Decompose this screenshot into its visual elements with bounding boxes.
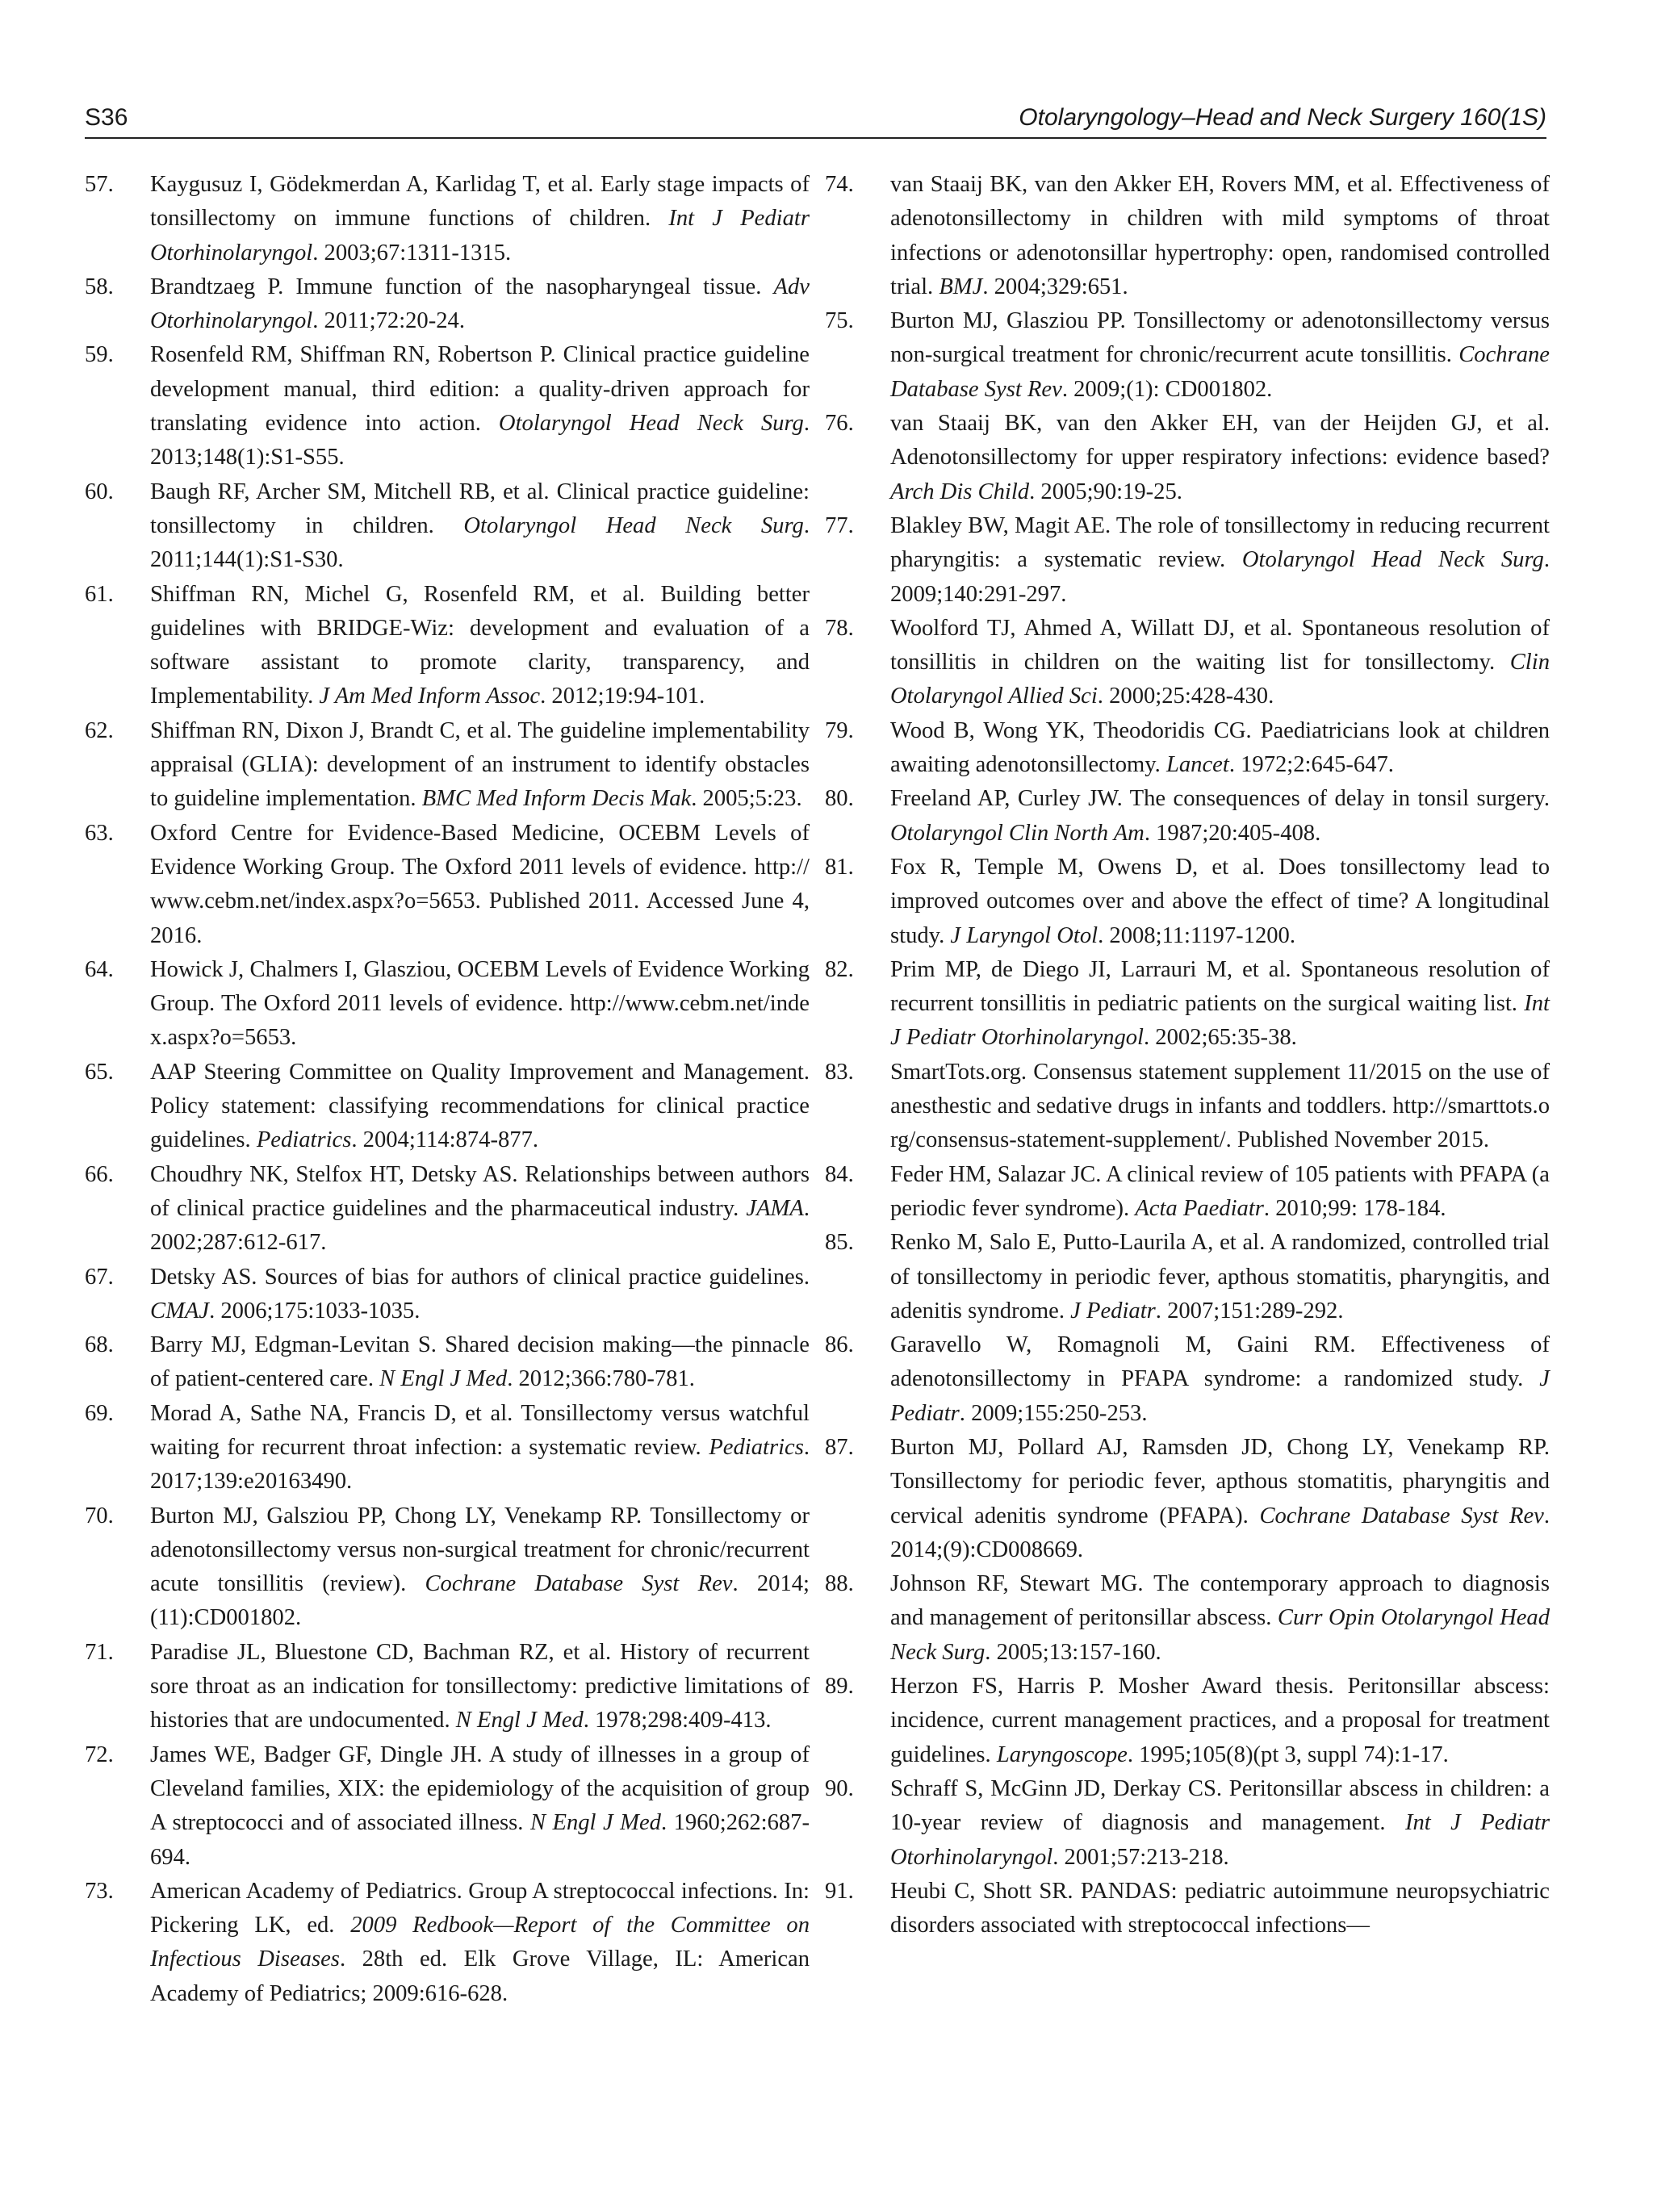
journal-name: Pediatrics — [256, 1127, 352, 1153]
reference-text: Woolford TJ, Ahmed A, Willatt DJ, et al. Spontaneous resolution of tonsillitis in children on the waiting list for tonsillectomy. — [890, 615, 1550, 675]
journal-name: Int J Pediatr Otorhinolaryngol — [150, 206, 810, 266]
reference-text: . Published November 2015. — [1225, 1127, 1490, 1153]
reference-item — [825, 1772, 1550, 1875]
reference-text: . 2002;287:612-617. — [150, 1195, 810, 1256]
reference-url[interactable]: http://www.cebm.net/index.aspx?o=5653 — [150, 991, 810, 1051]
reference-number: 85. — [825, 1230, 854, 1256]
reference-text: . 2017;139:e20163490. — [150, 1434, 810, 1495]
journal-name: 2009 Redbook—Report of the Committee on Infectious Diseases — [150, 1913, 810, 1972]
journal-title: Otolaryngology–Head and Neck Surgery 160(1S) — [1019, 104, 1546, 131]
reference-item — [85, 475, 810, 578]
reference-text: Morad A, Sathe NA, Francis D, et al. Tonsillectomy versus watchful waiting for recurrent throat infection: a systematic review. — [150, 1400, 810, 1460]
reference-text: . 28th ed. Elk Grove Village, IL: American Academy of Pediatrics; 2009:616-628. — [150, 1946, 810, 2006]
reference-item — [85, 1328, 810, 1397]
reference-text: Choudhry NK, Stelfox HT, Detsky AS. Relationships between authors of clinical practice guidelines and the pharmaceutical industry. — [150, 1161, 810, 1221]
reference-item — [825, 782, 1550, 851]
reference-number: 73. — [85, 1878, 114, 1904]
reference-text: . 2004;329:651. — [982, 274, 1128, 299]
reference-text: Barry MJ, Edgman-Levitan S. Shared decision making—the pinnacle of patient-centered care. — [150, 1332, 810, 1392]
journal-name: Int J Pediatr Otorhinolaryngol — [890, 991, 1550, 1051]
reference-text: . 2011;72:20-24. — [312, 308, 465, 334]
reference-text: . 2009;140:291-297. — [890, 547, 1550, 607]
reference-item — [825, 509, 1550, 612]
reference-text: . 2007;151:289-292. — [1155, 1298, 1344, 1323]
reference-item — [85, 270, 810, 339]
reference-text: American Academy of Pediatrics. Group A streptococcal infections. In: Pickering LK, ed. — [150, 1878, 810, 1938]
reference-number: 90. — [825, 1775, 854, 1801]
reference-text: . 2012;366:780-781. — [507, 1366, 695, 1392]
reference-item — [825, 1328, 1550, 1431]
journal-name: Otolaryngol Clin North Am — [890, 820, 1145, 846]
reference-number: 75. — [825, 308, 854, 334]
reference-text: Wood B, Wong YK, Theodoridis CG. Paediatricians look at children awaiting adenotonsillectomy. — [890, 717, 1550, 778]
reference-item — [825, 1431, 1550, 1567]
journal-name: N Engl J Med — [455, 1708, 584, 1733]
reference-number: 80. — [825, 786, 854, 812]
reference-text: Feder HM, Salazar JC. A clinical review of 105 patients with PFAPA (a periodic fever syndrome). — [890, 1161, 1550, 1221]
reference-number: 60. — [85, 479, 114, 504]
reference-text: Detsky AS. Sources of bias for authors of clinical practice guidelines. — [150, 1264, 810, 1290]
journal-name: Lancet — [1165, 752, 1229, 778]
reference-number: 61. — [85, 581, 114, 607]
reference-item — [825, 1226, 1550, 1328]
reference-text: Kaygusuz I, Gödekmerdan A, Karlidag T, et al. Early stage impacts of tonsillectomy on immune functions of children. — [150, 172, 810, 232]
reference-number: 63. — [85, 820, 114, 846]
reference-text: . — [291, 1025, 297, 1051]
reference-number: 81. — [825, 854, 854, 880]
reference-text: Johnson RF, Stewart MG. The contemporary approach to diagnosis and management of peritonsillar abscess. — [890, 1571, 1550, 1631]
reference-text: Rosenfeld RM, Shiffman RN, Robertson P. Clinical practice guideline development manual, third edition: a quality-driven approach for translating evidence into action. — [150, 342, 810, 437]
journal-name: Clin Otolaryngol Allied Sci — [890, 650, 1550, 709]
reference-number: 64. — [85, 956, 114, 982]
reference-number: 82. — [825, 956, 854, 982]
journal-name: BMJ — [939, 274, 983, 299]
journal-name: Otolaryngol Head Neck Surg — [1241, 547, 1544, 573]
reference-item — [85, 817, 810, 953]
reference-item — [825, 168, 1550, 304]
journal-name: Otolaryngol Head Neck Surg — [498, 411, 804, 437]
references-column-left — [85, 168, 810, 2011]
reference-item — [85, 714, 810, 817]
reference-text: . 2014;(11):CD001802. — [150, 1571, 810, 1631]
reference-number: 79. — [825, 717, 854, 743]
reference-text: Burton MJ, Glasziou PP. Tonsillectomy or adenotonsillectomy versus non-surgical treatment for chronic/recurrent acute tonsillitis. — [890, 308, 1550, 368]
reference-item — [85, 1158, 810, 1261]
journal-name: Curr Opin Otolaryngol Head Neck Surg — [890, 1605, 1550, 1665]
journal-name: Int J Pediatr Otorhinolaryngol — [890, 1810, 1550, 1870]
reference-number: 70. — [85, 1503, 114, 1528]
reference-text: . 2004;114:874-877. — [351, 1127, 539, 1153]
reference-number: 91. — [825, 1878, 854, 1904]
page-number: S36 — [85, 104, 128, 131]
reference-url[interactable]: http://smarttots.org/consensus-statement-supplement/ — [890, 1093, 1550, 1153]
reference-item — [825, 1567, 1550, 1670]
journal-name: Arch Dis Child — [890, 479, 1030, 504]
reference-text: Burton MJ, Pollard AJ, Ramsden JD, Chong LY, Venekamp RP. Tonsillectomy for periodic fever, apthous stomatitis, pharyngitis and cervical adenitis syndrome (PFAPA). — [890, 1434, 1550, 1528]
reference-item — [85, 1397, 810, 1499]
reference-number: 59. — [85, 342, 114, 368]
journal-name: Cochrane Database Syst Rev — [1259, 1503, 1544, 1528]
reference-text: Baugh RF, Archer SM, Mitchell RB, et al. Clinical practice guideline: tonsillectomy in children. — [150, 479, 810, 538]
reference-number: 71. — [85, 1639, 114, 1665]
reference-item — [825, 612, 1550, 714]
reference-text: . 2005;13:157-160. — [985, 1639, 1161, 1665]
journal-name: Cochrane Database Syst Rev — [890, 342, 1550, 402]
reference-number: 69. — [85, 1400, 114, 1426]
reference-text: . 2002;65:35-38. — [1144, 1025, 1297, 1051]
journal-name: Otolaryngol Head Neck Surg — [463, 512, 804, 538]
reference-number: 74. — [825, 172, 854, 197]
reference-item — [85, 338, 810, 475]
reference-item — [85, 953, 810, 1056]
reference-number: 87. — [825, 1434, 854, 1460]
reference-item — [85, 1261, 810, 1329]
reference-number: 78. — [825, 615, 854, 641]
journal-name: Acta Paediatr — [1135, 1195, 1264, 1221]
reference-text: . 2009;155:250-253. — [959, 1400, 1148, 1426]
journal-name: J Am Med Inform Assoc — [319, 684, 541, 709]
journal-name: Adv Otorhinolaryngol — [150, 274, 810, 334]
reference-number: 58. — [85, 274, 114, 299]
reference-text: . 1972;2:645-647. — [1228, 752, 1394, 778]
reference-number: 62. — [85, 717, 114, 743]
reference-text: Howick J, Chalmers I, Glasziou, OCEBM Levels of Evidence Working Group. The Oxford 2011 levels of evidence. — [150, 956, 810, 1017]
reference-item — [85, 1636, 810, 1738]
journal-name: N Engl J Med — [529, 1810, 661, 1836]
reference-text: . 2013;148(1):S1-S55. — [150, 411, 810, 470]
reference-text: . 1978;298:409-413. — [583, 1708, 772, 1733]
journal-name: Cochrane Database Syst Rev — [425, 1571, 733, 1597]
reference-item — [825, 953, 1550, 1056]
reference-number: 83. — [825, 1059, 854, 1085]
reference-text: Heubi C, Shott SR. PANDAS: pediatric autoimmune neuropsychiatric disorders associated with streptococcal infections— — [890, 1878, 1550, 1938]
reference-text: Garavello W, Romagnoli M, Gaini RM. Effectiveness of adenotonsillectomy in PFAPA syndrome: a randomized study. — [890, 1332, 1550, 1392]
reference-text: . 2001;57:213-218. — [1052, 1844, 1229, 1870]
reference-number: 89. — [825, 1674, 854, 1700]
journal-name: J Pediatr — [890, 1366, 1550, 1426]
reference-number: 65. — [85, 1059, 114, 1085]
reference-text: . 2009;(1): CD001802. — [1061, 376, 1273, 402]
reference-number: 88. — [825, 1571, 854, 1597]
reference-item — [825, 1875, 1550, 1943]
reference-item — [85, 1056, 810, 1158]
reference-item — [825, 407, 1550, 509]
reference-text: Freeland AP, Curley JW. The consequences of delay in tonsil surgery. — [890, 786, 1550, 812]
reference-number: 84. — [825, 1161, 854, 1187]
reference-text: . 2008;11:1197-1200. — [1098, 922, 1295, 948]
reference-text: . 1960;262:687-694. — [150, 1810, 810, 1870]
reference-text: . 2011;144(1):S1-S30. — [150, 512, 810, 573]
reference-text: van Staaij BK, van den Akker EH, van der Heijden GJ, et al. Adenotonsillectomy for upper respiratory infections: evidence based? — [890, 411, 1550, 470]
journal-name: BMC Med Inform Decis Mak — [421, 786, 692, 812]
reference-text: Burton MJ, Galsziou PP, Chong LY, Venekamp RP. Tonsillectomy or adenotonsillectomy versus non-surgical treatment for chronic/recurrent acute tonsillitis (review). — [150, 1503, 810, 1597]
reference-text: Blakley BW, Magit AE. The role of tonsillectomy in reducing recurrent pharyngitis: a systematic review. — [890, 512, 1550, 573]
running-header — [85, 97, 1546, 139]
journal-name: CMAJ — [150, 1298, 210, 1323]
reference-text: Brandtzaeg P. Immune function of the nasopharyngeal tissue. — [150, 274, 774, 299]
reference-text: James WE, Badger GF, Dingle JH. A study of illnesses in a group of Cleveland families, XIX: the epidemiology of the acquisition of group A streptococci and of associated illness. — [150, 1742, 810, 1836]
reference-text: . 2005;90:19-25. — [1029, 479, 1182, 504]
journal-name: J Laryngol Otol — [950, 922, 1099, 948]
reference-number: 77. — [825, 512, 854, 538]
reference-text: Shiffman RN, Dixon J, Brandt C, et al. The guideline implementability appraisal (GLIA): development of an instrument to identify obstacles to guideline implementation. — [150, 717, 810, 812]
reference-number: 67. — [85, 1264, 114, 1290]
reference-number: 57. — [85, 172, 114, 197]
reference-text: AAP Steering Committee on Quality Improvement and Management. Policy statement: classifying recommendations for clinical practice guidelines. — [150, 1059, 810, 1153]
reference-item — [825, 1056, 1550, 1158]
references-column-right — [825, 168, 1550, 1942]
reference-item — [825, 1670, 1550, 1772]
reference-text: . 2003;67:1311-1315. — [312, 240, 512, 266]
reference-item — [825, 1158, 1550, 1227]
reference-number: 76. — [825, 411, 854, 437]
reference-item — [85, 578, 810, 714]
reference-item — [85, 168, 810, 270]
journal-name: Laryngoscope — [996, 1742, 1128, 1767]
reference-text: van Staaij BK, van den Akker EH, Rovers MM, et al. Effectiveness of adenotonsillectomy in children with mild symptoms of throat infections or adenotonsillar hypertrophy: open, randomised controlled trial. — [890, 172, 1550, 299]
reference-item — [85, 1499, 810, 1636]
reference-text: Prim MP, de Diego JI, Larrauri M, et al. Spontaneous resolution of recurrent tonsillitis in pediatric patients on the surgical waiting list. — [890, 956, 1550, 1017]
reference-item — [85, 1738, 810, 1875]
reference-text: Schraff S, McGinn JD, Derkay CS. Peritonsillar abscess in children: a 10-year review of diagnosis and management. — [890, 1775, 1550, 1836]
reference-number: 66. — [85, 1161, 114, 1187]
journal-name: JAMA — [746, 1195, 804, 1221]
reference-text: Shiffman RN, Michel G, Rosenfeld RM, et al. Building better guidelines with BRIDGE-Wiz: development and evaluation of a software assistant to promote clarity, transparency, and Implementability. — [150, 581, 810, 709]
reference-text: Oxford Centre for Evidence-Based Medicine, OCEBM Levels of Evidence Working Group. The Oxford 2011 levels of evidence. — [150, 820, 810, 880]
reference-item — [825, 714, 1550, 783]
reference-text: Paradise JL, Bluestone CD, Bachman RZ, et al. History of recurrent sore throat as an indication for tonsillectomy: predictive limitations of histories that are undocumented. — [150, 1639, 810, 1733]
reference-number: 68. — [85, 1332, 114, 1358]
journal-name: Pediatrics — [709, 1434, 804, 1460]
reference-text: . 2014;(9):CD008669. — [890, 1503, 1550, 1562]
reference-number: 72. — [85, 1742, 114, 1767]
reference-text: . 1987;20:405-408. — [1144, 820, 1321, 846]
reference-text: . 1995;105(8)(pt 3, suppl 74):1-17. — [1127, 1742, 1449, 1767]
reference-item — [85, 1875, 810, 2011]
reference-item — [825, 304, 1550, 407]
reference-text: . 2000;25:428-430. — [1097, 684, 1274, 709]
reference-text: Herzon FS, Harris P. Mosher Award thesis. Peritonsillar abscess: incidence, current management practices, and a proposal for treatment guidelines. — [890, 1674, 1550, 1767]
journal-name: N Engl J Med — [379, 1366, 508, 1392]
reference-url[interactable]: http://www.cebm.net/index.aspx?o=5653 — [150, 854, 810, 914]
reference-text: . 2012;19:94-101. — [540, 684, 705, 709]
reference-text: Renko M, Salo E, Putto-Laurila A, et al. A randomized, controlled trial of tonsillectomy in periodic fever, apthous stomatitis, pharyngitis, and adenitis syndrome. — [890, 1230, 1550, 1323]
reference-item — [825, 851, 1550, 953]
reference-text: . 2010;99: 178-184. — [1263, 1195, 1446, 1221]
reference-text: Fox R, Temple M, Owens D, et al. Does tonsillectomy lead to improved outcomes over and above the effect of time? A longitudinal study. — [890, 854, 1550, 948]
journal-name: J Pediatr — [1070, 1298, 1156, 1323]
reference-text: . 2005;5:23. — [691, 786, 802, 812]
reference-text: . 2006;175:1033-1035. — [209, 1298, 421, 1323]
reference-text: SmartTots.org. Consensus statement supplement 11/2015 on the use of anesthestic and sedative drugs in infants and toddlers. — [890, 1059, 1550, 1119]
reference-number: 86. — [825, 1332, 854, 1358]
reference-text: . Published 2011. Accessed June 4, 2016. — [150, 889, 810, 948]
